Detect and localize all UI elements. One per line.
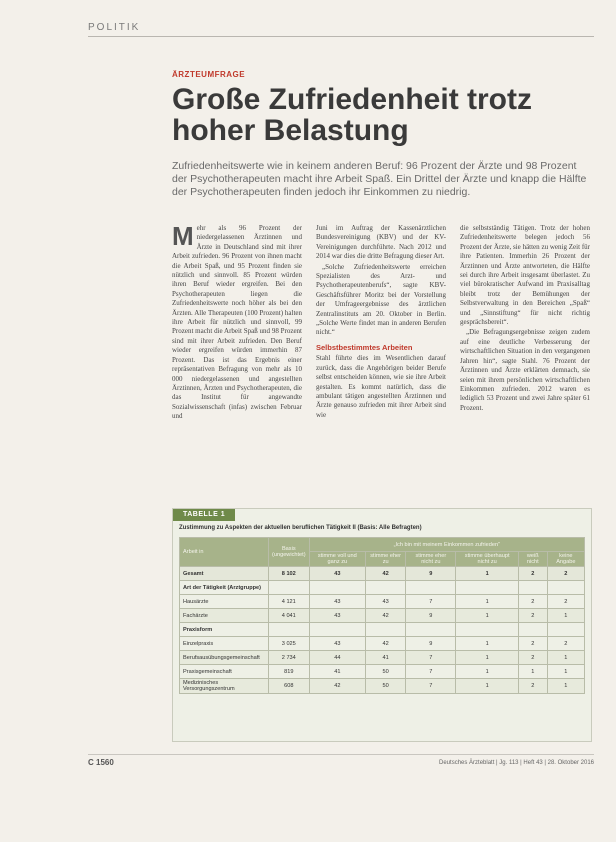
row-label: Einzelpraxis xyxy=(180,637,269,651)
table-cell xyxy=(547,581,584,595)
column-2 xyxy=(316,224,446,500)
paragraph-text: ehr als 96 Prozent der niedergelassenen Ärztinnen und Ärzte in Deutschland sind mit ihrer Arbeit zufrieden. 96 Prozent von ihnen macht die Arbeit Spaß, und 95 Prozent finden sie nützlich und sinnvoll. 85 Prozent würden ihren Beruf wieder ergreifen. Bei den Psychotherapeuten liegen die Zufriedenheitswerte noch höher als bei den Ärzten. Alle Therapeuten (100 Prozent) halten ihre Arbeit für nützlich und sinnvoll, 99 Prozent macht die Arbeit Spaß und 98 Prozent sind mit ihrer Arbeit zufrieden. Den Beruf wieder ergreifen würden immerhin 87 Prozent. Das ist das Ergebnis einer repräsentativen Befragung von mehr als 10 000 niedergelassenen und angestellten Ärztinnen, Ärzten und Psychotherapeuten, die das Institut für angewandte Sozialwissenschaft (infas) zwischen Februar und xyxy=(172,224,302,421)
table-cell xyxy=(547,623,584,637)
table-cell xyxy=(366,623,406,637)
table-col-header: stimme voll und ganz zu xyxy=(309,552,365,567)
table-col-header: stimme eher zu xyxy=(366,552,406,567)
table-row xyxy=(180,595,585,609)
table-row xyxy=(180,623,585,637)
table-cell: 50 xyxy=(366,679,406,694)
table-tag: TABELLE 1 xyxy=(173,509,235,521)
table-cell: 1 xyxy=(456,609,518,623)
table-cell: 1 xyxy=(456,595,518,609)
subheading: Selbstbestimmtes Arbeiten xyxy=(316,342,413,352)
table-cell: 42 xyxy=(309,679,365,694)
table-cell xyxy=(309,581,365,595)
article-kicker: ÄRZTEUMFRAGE xyxy=(172,70,246,79)
table-cell xyxy=(456,623,518,637)
table-row xyxy=(180,651,585,665)
table-cell: 43 xyxy=(309,609,365,623)
table-cell: 50 xyxy=(366,665,406,679)
table-body xyxy=(180,567,585,694)
row-label: Praxisgemeinschaft xyxy=(180,665,269,679)
article-body xyxy=(172,224,590,500)
row-base: 608 xyxy=(269,679,310,694)
data-table xyxy=(179,537,585,694)
row-label: Berufsausübungsgemeinschaft xyxy=(180,651,269,665)
row-base: 3 025 xyxy=(269,637,310,651)
table-cell: 42 xyxy=(366,637,406,651)
table-row xyxy=(180,637,585,651)
table-cell: 1 xyxy=(518,665,547,679)
paragraph: Juni im Auftrag der Kassenärztlichen Bundesvereinigung (KBV) und der KV-Vereinigungen durchführte. Nach 2012 und 2014 war dies die dritte Befragung dieser Art. xyxy=(316,224,446,261)
table-cell: 1 xyxy=(456,679,518,694)
table-cell: 41 xyxy=(309,665,365,679)
row-base: 4 121 xyxy=(269,595,310,609)
table-cell: 2 xyxy=(547,637,584,651)
paragraph xyxy=(172,224,302,422)
row-label: Art der Tätigkeit (Arztgruppe) xyxy=(180,581,269,595)
table-cell: 43 xyxy=(309,595,365,609)
article-lead: Zufriedenheitswerte wie in keinem anderen Beruf: 96 Prozent der Ärzte und 98 Prozent der Psychotherapeuten macht ihre Arbeit Spaß. Ein Drittel der Ärzte und knapp die Hälfte der Psychotherapeuten finden jedoch ihr Einkommen zu niedrig. xyxy=(172,160,587,198)
row-base: 8 102 xyxy=(269,567,310,581)
table-cell xyxy=(518,581,547,595)
table-cell: 2 xyxy=(518,679,547,694)
table-col-header: keine Angabe xyxy=(547,552,584,567)
table-title: Zustimmung zu Aspekten der aktuellen beruflichen Tätigkeit II (Basis: Alle Befragten) xyxy=(179,525,422,531)
row-label: Fachärzte xyxy=(180,609,269,623)
row-base xyxy=(269,623,310,637)
table-cell: 1 xyxy=(456,665,518,679)
top-divider xyxy=(88,36,594,37)
dropcap: M xyxy=(172,224,194,251)
table-cell: 1 xyxy=(547,651,584,665)
table-cell: 2 xyxy=(518,651,547,665)
table-header-base: Basis (ungewichtet) xyxy=(269,538,310,567)
table-cell: 43 xyxy=(309,637,365,651)
paragraph: „Die Befragungsergebnisse zeigen zudem auf eine deutliche Verbesserung der wirtschaftlichen Situation in den vergangenen Jahren hin“, sagte Stahl. 76 Prozent der Ärztinnen und Ärzte erklärten demnach, sie seien mit ihrem persönlichen wirtschaftlichen Einkommen zufrieden. 2012 waren es lediglich 53 Prozent und zwei Jahre später 61 Prozent. xyxy=(460,328,590,412)
table-row xyxy=(180,665,585,679)
table-cell: 7 xyxy=(406,595,456,609)
table-cell: 42 xyxy=(366,609,406,623)
table-row xyxy=(180,679,585,694)
paragraph: Stahl führte dies im Wesentlichen darauf zurück, dass die Angehörigen beider Berufe selbst entscheiden können, wie sie ihre Arbeit gestalten. Es kommt natürlich, dass die ambulant tätigen angestellten Ärztinnen und Ärzte genauso zufrieden mit ihrer Arbeit sind wie xyxy=(316,354,446,419)
table-cell: 9 xyxy=(406,609,456,623)
table-cell xyxy=(406,581,456,595)
column-3 xyxy=(460,224,590,500)
article-headline: Große Zufriedenheit trotz hoher Belastung xyxy=(172,83,532,147)
section-label: POLITIK xyxy=(88,22,141,33)
row-base: 4 041 xyxy=(269,609,310,623)
table-cell: 2 xyxy=(518,595,547,609)
table-row xyxy=(180,609,585,623)
table-cell: 2 xyxy=(518,609,547,623)
table-cell: 2 xyxy=(518,637,547,651)
table-cell: 1 xyxy=(547,679,584,694)
table-cell: 43 xyxy=(366,595,406,609)
table-col-header: stimme überhaupt nicht zu xyxy=(456,552,518,567)
table-row xyxy=(180,581,585,595)
paragraph: „Solche Zufriedenheitswerte erreichen Spezialisten des Arzt- und Psychotherapeutenberufs“, sagte KBV-Geschäftsführer Moritz bei der Vorstellung der Umfrageergebnisse des ärztlichen Zentralinstituts am 20. Oktober in Berlin. „Solche Werte findet man in anderen Berufen nicht.“ xyxy=(316,262,446,337)
row-base: 2 734 xyxy=(269,651,310,665)
table-cell xyxy=(456,581,518,595)
page-number: C 1560 xyxy=(88,758,114,767)
table-cell: 1 xyxy=(547,665,584,679)
table-cell: 9 xyxy=(406,567,456,581)
table-cell: 44 xyxy=(309,651,365,665)
table-cell xyxy=(518,623,547,637)
table-cell: 2 xyxy=(547,595,584,609)
table-cell: 41 xyxy=(366,651,406,665)
row-base xyxy=(269,581,310,595)
table-cell: 43 xyxy=(309,567,365,581)
table-cell: 9 xyxy=(406,637,456,651)
row-label: Praxisform xyxy=(180,623,269,637)
table-row xyxy=(180,567,585,581)
column-1 xyxy=(172,224,302,500)
paragraph: die selbstständig Tätigen. Trotz der hohen Zufriedenheitswerte belegen jedoch 56 Prozent der Ärzte, sie hätten zu wenig Zeit für ihre Patienten. Immerhin 26 Prozent der Ärztinnen und Ärzte antworteten, die Hälfte sei durch ihre Arbeit insgesamt überlastet. Zu viel bürokratischer Aufwand im Praxisalltag bleibt trotz der Bemühungen der Selbstverwaltung in den Bereichen „Spaß“ und „Sinnstiftung“ für nicht richtig gesprächsbereit“. xyxy=(460,224,590,327)
magazine-info: Deutsches Ärzteblatt | Jg. 113 | Heft 43 | 28. Oktober 2016 xyxy=(439,760,594,766)
table-cell: 7 xyxy=(406,651,456,665)
table-cell xyxy=(309,623,365,637)
table-cell: 2 xyxy=(547,567,584,581)
table-cell xyxy=(366,581,406,595)
table-cell: 7 xyxy=(406,679,456,694)
table-header-left: Arbeit in xyxy=(180,538,269,567)
row-label: Medizinisches Versorgungszentrum xyxy=(180,679,269,694)
row-label: Hausärzte xyxy=(180,595,269,609)
table-box xyxy=(172,508,592,742)
table-cell xyxy=(406,623,456,637)
row-label: Gesamt xyxy=(180,567,269,581)
row-base: 819 xyxy=(269,665,310,679)
table-cell: 2 xyxy=(518,567,547,581)
table-cell: 1 xyxy=(547,609,584,623)
table-cell: 1 xyxy=(456,567,518,581)
table-cell: 7 xyxy=(406,665,456,679)
table-header-group: „Ich bin mit meinem Einkommen zufrieden“ xyxy=(309,538,584,552)
table-cell: 1 xyxy=(456,637,518,651)
table-cell: 1 xyxy=(456,651,518,665)
bottom-divider xyxy=(88,754,594,755)
table-col-header: weiß nicht xyxy=(518,552,547,567)
table-col-header: stimme eher nicht zu xyxy=(406,552,456,567)
table-cell: 42 xyxy=(366,567,406,581)
